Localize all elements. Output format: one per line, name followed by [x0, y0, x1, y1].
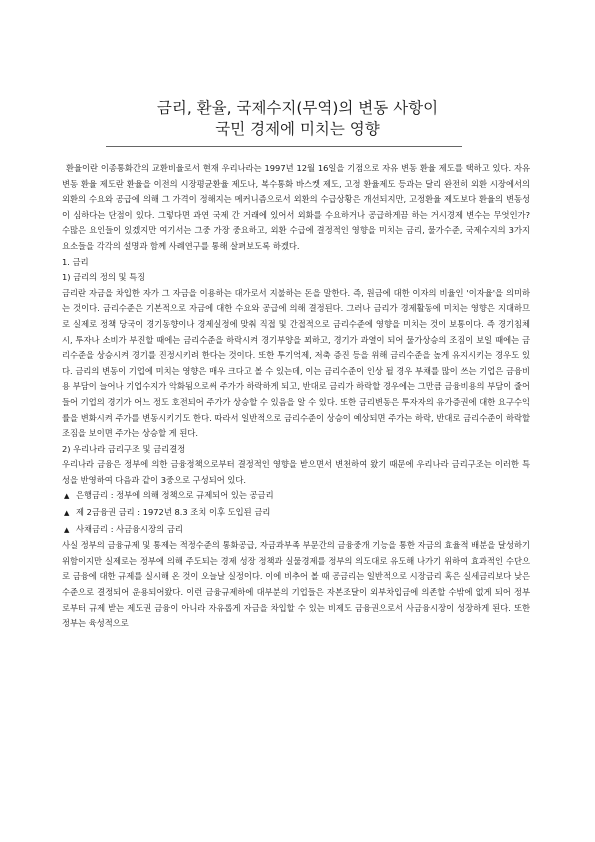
document-title: [40, 98, 555, 140]
title-line-2: 국민 경제에 미치는 영향: [215, 120, 380, 138]
list-item-text: 제 2금융권 금리 : 1972년 8.3 조치 이후 도입된 금리: [76, 507, 271, 518]
triangle-bullet-icon: ▲: [64, 492, 70, 501]
document-body: [62, 161, 530, 632]
triangle-bullet-icon: ▲: [64, 525, 70, 534]
intro-paragraph: 환율이란 이종통화간의 교환비율로서 현재 우리나라는 1997년 12월 16일을 기점으로 자유 변동 환율 제도를 택하고 있다. 자유 변동 환율 제도란 환율을 이전의 시장평균환율 제도나, 복수통화 바스켓 제도, 고정 환율제도 등과는 달리 완전히 외환 시장에서의 외환의 수요와 공급에 의해 그 가격이 정해지는 메커니즘으로서 외환의 수급상황은 개선되지만, 고정환율 제도보다 환율의 변동성이 심하다는 단점이 있다. 그렇다면 과연 국제 간 거래에 있어서 외화를 수요하거나 공급하게끔 하는 거시경제 변수는 무엇인가? 수많은 요인들이 있겠지만 여기서는 그중 가장 중요하고, 외환 수급에 결정적인 영향을 미치는 금리, 물가수준, 국제수지의 3가지 요소들을 각각의 설명과 함께 사례연구를 통해 살펴보도록 하겠다.: [62, 163, 530, 251]
list-item-text: 사채금리 : 사금융시장의 금리: [76, 523, 183, 534]
definition-paragraph: 금리란 자금을 차입한 자가 그 자금을 이용하는 대가로서 지불하는 돈을 말한다. 즉, 원금에 대한 이자의 비율인 '이자율'을 의미하는 것이다. 금리수준은 기본적으로 자금에 대한 수요와 공급에 의해 결정된다. 그러나 금리가 경제활동에 미치는 영향은 지대하므로 실제로 정책 당국이 경기동향이나 경제실정에 맞춰 직접 및 간접적으로 금리수준에 영향을 미치는 것이 보통이다. 즉 경기침체시, 투자나 소비가 부진할 때에는 금리수준을 하락시켜 경기부양을 꾀하고, 경기가 과열이 되어 물가상승의 조짐이 보일 때에는 금리수준을 상승시켜 경기를 진정시키려 한다는 것이다. 또한 투기억제, 저축 증진 등을 위해 금리수준을 높게 유지시키는 경우도 있다. 금리의 변동이 기업에 미치는 영향은 매우 크다고 볼 수 있는데, 이는 금리수준이 인상 될 경우 부채를 많이 쓰는 기업은 금융비용 부담이 늘어나 기업수지가 악화됨으로써 주가가 하락하게 되고, 반대로 금리가 하락할 경우에는 그만큼 금융비용의 부담이 줄어들어 기업의 경기가 어느 정도 호전되어 주가가 상승할 수 있음을 알 수 있다. 또한 금리변동은 투자자의 유가증권에 대한 요구수익률을 변화시켜 주가를 변동시키기도 한다. 따라서 일반적으로 금리수준이 상승이 예상되면 주가는 하락, 반대로 금리수준이 하락할 조짐을 보이면 주가는 상승할 게 된다.: [62, 287, 530, 439]
triangle-bullet-icon: ▲: [64, 509, 70, 518]
structure-paragraph: 우리나라 금융은 정부에 의한 금융정책으로부터 결정적인 영향을 받으면서 변천하여 왔기 때문에 우리나라 금리구조는 이러한 특성을 반영하여 다음과 같이 3중으로 구성되어 있다.: [62, 459, 530, 485]
regulation-paragraph: 사실 정부의 금융규제 및 통제는 적정수준의 통화공급, 자금과부족 부문간의 금융중개 기능을 통한 자금의 효율적 배분을 달성하기 위함이지만 실제로는 정부에 의해 주도되는 경제 성장 정책과 실물경제를 정부의 의도대로 유도해 나가기 위하여 효과적인 수단으로 금융에 대한 규제를 실시해 온 것이 오늘날 실정이다. 이에 비추어 볼 때 공금리는 일반적으로 시장금리 혹은 실세금리보다 낮은 수준으로 결정되어 운용되어왔다. 이런 금융규제하에 대부분의 기업들은 자본조달이 외부차입금에 의존할 수밖에 없게 되어 정부로부터 규제 받는 제도권 금융이 아니라 자유롭게 자금을 차입할 수 있는 비제도 금융권으로서 사금융시장이 성장하게 된다. 또한 정부는 육성적으로: [62, 540, 530, 629]
list-item-private-rate: [62, 522, 530, 539]
subsection-heading-definition: 1) 금리의 정의 및 특징: [62, 272, 146, 283]
title-line-1: 금리, 환율, 국제수지(무역)의 변동 사항이: [156, 99, 439, 117]
list-item-second-tier-rate: [62, 505, 530, 522]
list-item-bank-rate: [62, 488, 530, 505]
section-heading-rate: 1. 금리: [62, 256, 89, 267]
subsection-heading-structure: 2) 우리나라 금리구조 및 금리결정: [62, 443, 186, 454]
list-item-text: 은행금리 : 정부에 의해 정책으로 규제되어 있는 공금리: [76, 490, 274, 501]
title-underline: [106, 146, 462, 147]
